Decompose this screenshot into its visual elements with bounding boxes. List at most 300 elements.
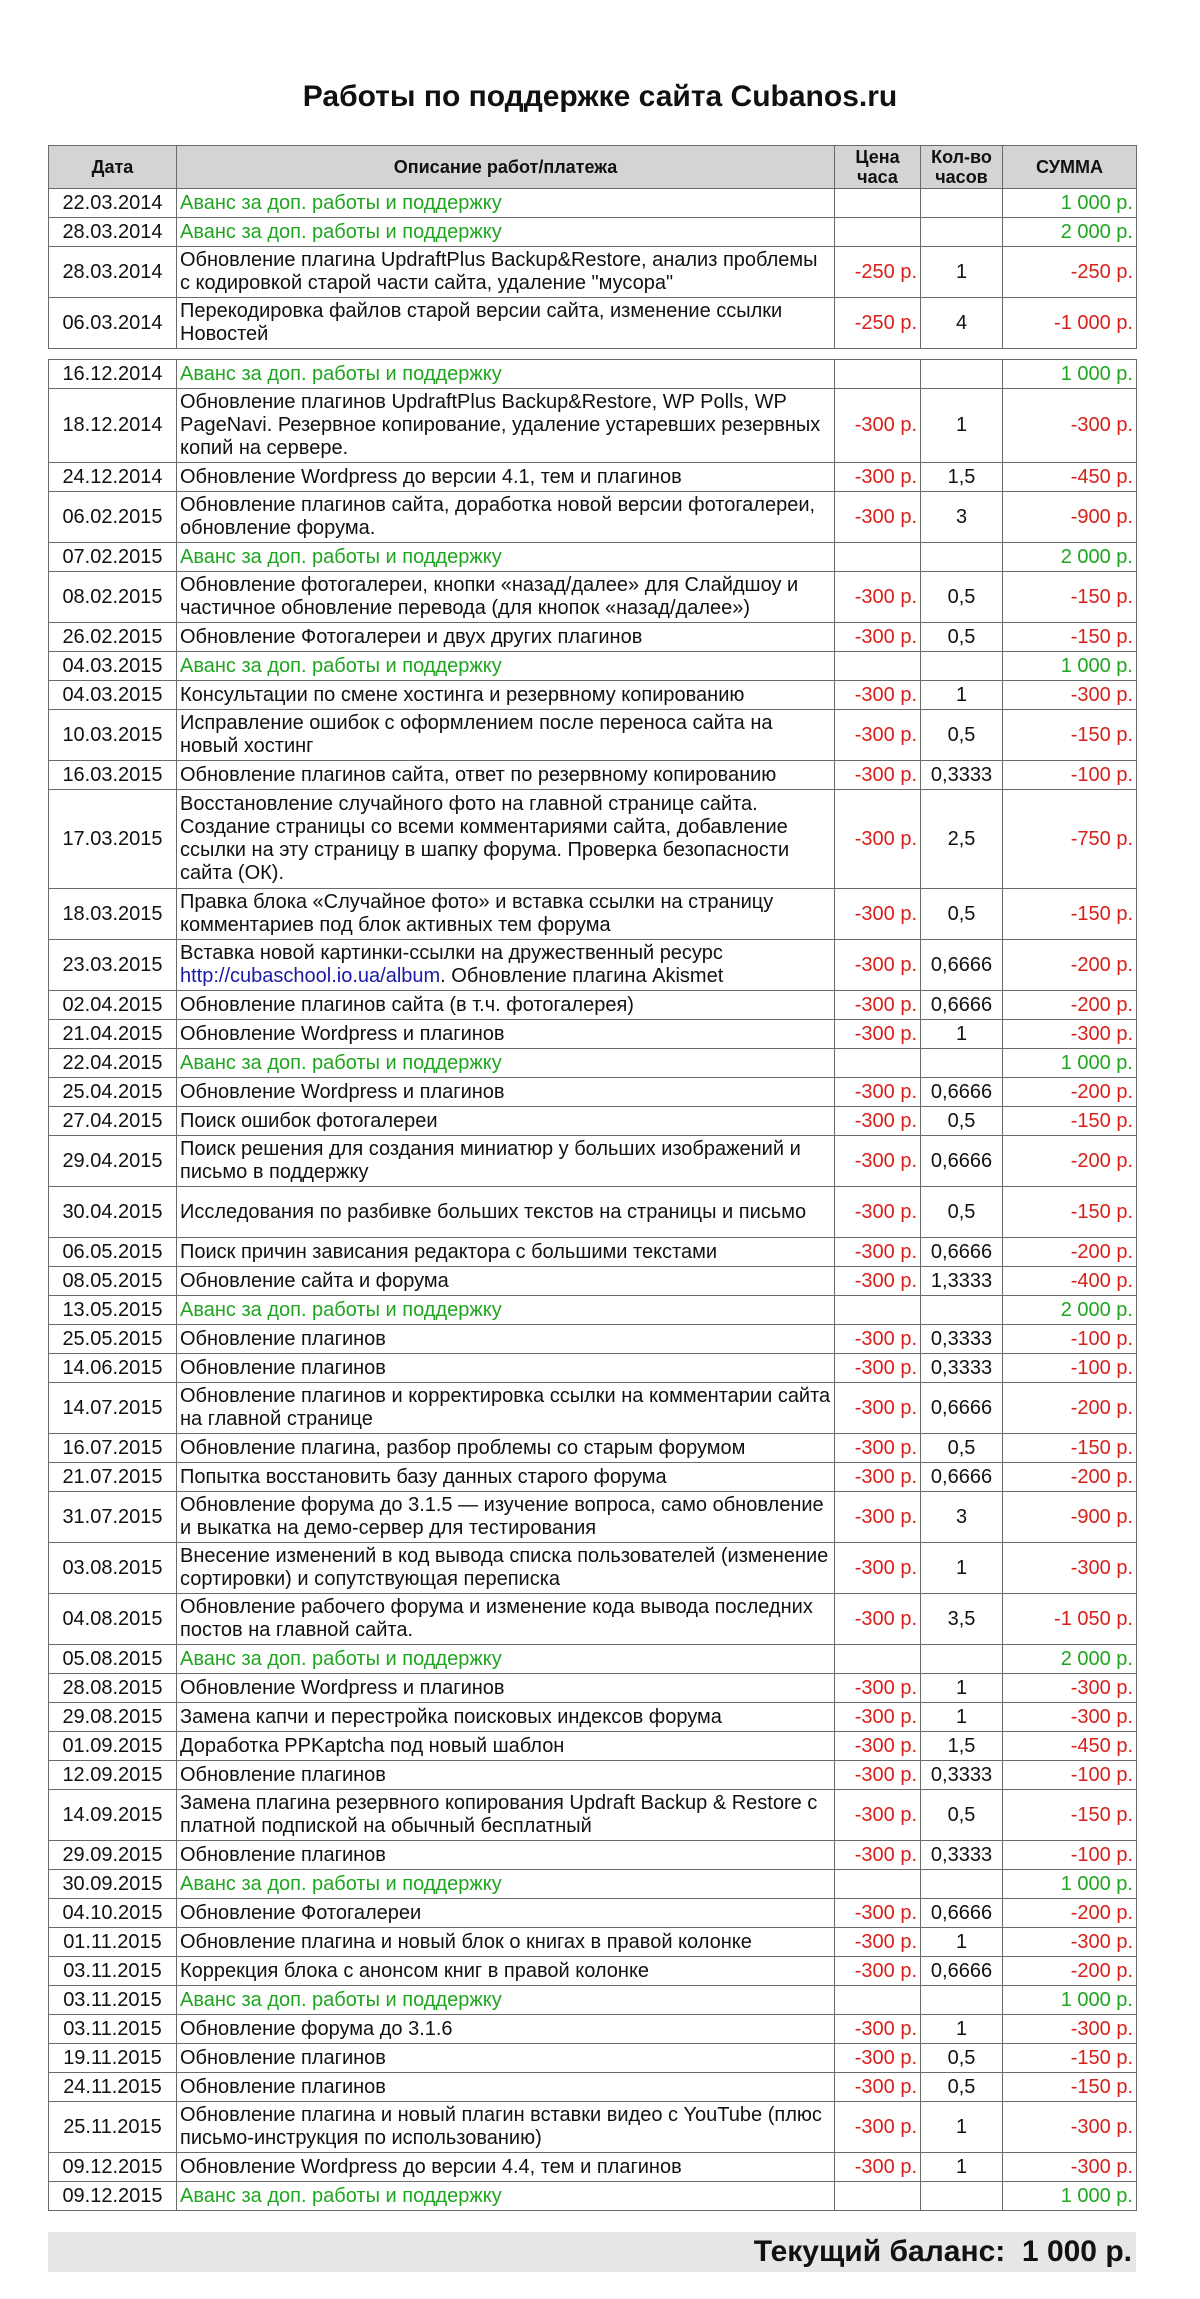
table-row [49, 1674, 1137, 1703]
row-sum: -150 р. [1003, 1187, 1137, 1238]
row-price: -300 р. [835, 623, 921, 652]
row-sum: 2 000 р. [1003, 218, 1137, 247]
row-price: -300 р. [835, 2102, 921, 2153]
row-date: 22.03.2014 [49, 189, 177, 218]
row-sum: 1 000 р. [1003, 1986, 1137, 2015]
row-sum: -150 р. [1003, 1790, 1137, 1841]
row-date: 28.03.2014 [49, 247, 177, 298]
table-row [49, 1594, 1137, 1645]
row-hours: 0,5 [921, 2073, 1003, 2102]
table-row [49, 1543, 1137, 1594]
row-price: -300 р. [835, 1136, 921, 1187]
balance-value: 1 000 р. [1021, 2235, 1132, 2268]
row-hours: 1 [921, 2015, 1003, 2044]
row-date: 10.03.2015 [49, 710, 177, 761]
row-price: -300 р. [835, 2073, 921, 2102]
row-price: -300 р. [835, 1463, 921, 1492]
row-hours: 0,5 [921, 710, 1003, 761]
row-date: 16.03.2015 [49, 761, 177, 790]
row-hours: 3,5 [921, 1594, 1003, 1645]
row-sum: -200 р. [1003, 940, 1137, 991]
header-hours: Кол-во часов [921, 146, 1003, 189]
row-price: -300 р. [835, 1354, 921, 1383]
row-sum: 2 000 р. [1003, 1296, 1137, 1325]
row-date: 30.09.2015 [49, 1870, 177, 1899]
row-description: Аванс за доп. работы и поддержку [177, 2182, 835, 2211]
row-date: 25.05.2015 [49, 1325, 177, 1354]
table-row [49, 1703, 1137, 1732]
row-hours [921, 2182, 1003, 2211]
row-sum: -100 р. [1003, 761, 1137, 790]
row-date: 03.08.2015 [49, 1543, 177, 1594]
row-date: 21.07.2015 [49, 1463, 177, 1492]
row-date: 17.03.2015 [49, 790, 177, 889]
balance-label: Текущий баланс: [753, 2235, 1006, 2268]
advance-row [49, 1870, 1137, 1899]
balance-bar [48, 2232, 1136, 2272]
row-price: -300 р. [835, 1761, 921, 1790]
row-description: Правка блока «Случайное фото» и вставка ссылки на страницу комментариев под блок активных тем форума [177, 889, 835, 940]
row-sum: -300 р. [1003, 1674, 1137, 1703]
row-sum: -300 р. [1003, 2015, 1137, 2044]
row-hours: 3 [921, 1492, 1003, 1543]
row-description: Замена плагина резервного копирования Updraft Backup & Restore с платной подпиской на обычный бесплатный [177, 1790, 835, 1841]
row-hours: 0,6666 [921, 1957, 1003, 1986]
row-hours: 1 [921, 1674, 1003, 1703]
table-row [49, 2044, 1137, 2073]
table-row [49, 298, 1137, 349]
row-price: -300 р. [835, 2153, 921, 2182]
table-row [49, 761, 1137, 790]
row-price: -300 р. [835, 1187, 921, 1238]
row-description: Обновление плагина и новый блок о книгах в правой колонке [177, 1928, 835, 1957]
row-price: -300 р. [835, 940, 921, 991]
row-price: -250 р. [835, 298, 921, 349]
row-hours: 0,6666 [921, 1383, 1003, 1434]
table-row [49, 1354, 1137, 1383]
row-description: Обновление плагинов сайта, доработка новой версии фотогалереи, обновление форума. [177, 492, 835, 543]
table-row [49, 790, 1137, 889]
row-description: Аванс за доп. работы и поддержку [177, 1986, 835, 2015]
row-date: 22.04.2015 [49, 1049, 177, 1078]
row-sum: -1 000 р. [1003, 298, 1137, 349]
row-description: Поиск ошибок фотогалереи [177, 1107, 835, 1136]
row-hours: 1 [921, 389, 1003, 463]
table-row [49, 2073, 1137, 2102]
row-sum: -750 р. [1003, 790, 1137, 889]
table-body [49, 189, 1137, 2211]
row-description: Обновление форума до 3.1.5 — изучение вопроса, само обновление и выкатка на демо-сервер для тестирования [177, 1492, 835, 1543]
row-price [835, 218, 921, 247]
row-date: 04.10.2015 [49, 1899, 177, 1928]
header-price: Цена часа [835, 146, 921, 189]
row-sum: -200 р. [1003, 1238, 1137, 1267]
row-sum: -1 050 р. [1003, 1594, 1137, 1645]
table-row [49, 1020, 1137, 1049]
row-date: 18.12.2014 [49, 389, 177, 463]
row-description: Обновление Wordpress и плагинов [177, 1020, 835, 1049]
header-sum: СУММА [1003, 146, 1137, 189]
row-hours [921, 1986, 1003, 2015]
works-table-wrap [48, 145, 1136, 2211]
row-description: Исправление ошибок с оформлением после переноса сайта на новый хостинг [177, 710, 835, 761]
row-hours: 1,5 [921, 1732, 1003, 1761]
row-sum: -300 р. [1003, 1020, 1137, 1049]
row-price: -300 р. [835, 1957, 921, 1986]
row-date: 04.03.2015 [49, 681, 177, 710]
row-date: 29.08.2015 [49, 1703, 177, 1732]
row-description: Аванс за доп. работы и поддержку [177, 1049, 835, 1078]
row-description: Замена капчи и перестройка поисковых индексов форума [177, 1703, 835, 1732]
row-price [835, 1645, 921, 1674]
row-price: -300 р. [835, 1238, 921, 1267]
row-date: 06.05.2015 [49, 1238, 177, 1267]
row-sum: -300 р. [1003, 2153, 1137, 2182]
row-description: Обновление плагинов [177, 2044, 835, 2073]
row-date: 23.03.2015 [49, 940, 177, 991]
row-date: 28.03.2014 [49, 218, 177, 247]
table-row [49, 2153, 1137, 2182]
row-sum: -300 р. [1003, 389, 1137, 463]
table-row [49, 1463, 1137, 1492]
row-sum: 2 000 р. [1003, 1645, 1137, 1674]
row-price: -250 р. [835, 247, 921, 298]
row-description: Обновление плагина и новый плагин вставки видео с YouTube (плюс письмо-инструкция по использованию) [177, 2102, 835, 2153]
row-description [177, 940, 835, 991]
row-hours: 0,5 [921, 2044, 1003, 2073]
row-price: -300 р. [835, 1732, 921, 1761]
row-hours: 0,3333 [921, 1841, 1003, 1870]
row-sum: -300 р. [1003, 2102, 1137, 2153]
table-row [49, 1325, 1137, 1354]
row-price: -300 р. [835, 2044, 921, 2073]
row-sum: -150 р. [1003, 572, 1137, 623]
row-date: 03.11.2015 [49, 1986, 177, 2015]
row-hours: 0,6666 [921, 1899, 1003, 1928]
row-price: -300 р. [835, 991, 921, 1020]
row-price: -300 р. [835, 1841, 921, 1870]
row-hours [921, 218, 1003, 247]
row-price: -300 р. [835, 1790, 921, 1841]
row-price: -300 р. [835, 761, 921, 790]
row-date: 07.02.2015 [49, 543, 177, 572]
row-hours [921, 1049, 1003, 1078]
row-hours: 0,6666 [921, 940, 1003, 991]
row-hours: 0,6666 [921, 1136, 1003, 1187]
table-row [49, 940, 1137, 991]
row-date: 06.03.2014 [49, 298, 177, 349]
advance-row [49, 360, 1137, 389]
row-price: -300 р. [835, 1325, 921, 1354]
row-description: Обновление Wordpress и плагинов [177, 1674, 835, 1703]
row-date: 16.07.2015 [49, 1434, 177, 1463]
row-sum: -150 р. [1003, 2044, 1137, 2073]
row-date: 18.03.2015 [49, 889, 177, 940]
row-sum: -100 р. [1003, 1325, 1137, 1354]
row-date: 25.04.2015 [49, 1078, 177, 1107]
row-price: -300 р. [835, 790, 921, 889]
table-row [49, 1267, 1137, 1296]
row-date: 29.04.2015 [49, 1136, 177, 1187]
row-sum: -300 р. [1003, 681, 1137, 710]
row-hours: 0,5 [921, 1434, 1003, 1463]
row-price: -300 р. [835, 1928, 921, 1957]
row-price [835, 1049, 921, 1078]
row-hours: 0,5 [921, 1790, 1003, 1841]
row-description: Консультации по смене хостинга и резервному копированию [177, 681, 835, 710]
row-description: Поиск причин зависания редактора с большими текстами [177, 1238, 835, 1267]
row-price [835, 189, 921, 218]
description-text: Вставка новой картинки-ссылки на дружественный ресурс [180, 942, 723, 964]
table-row [49, 1107, 1137, 1136]
row-price: -300 р. [835, 1383, 921, 1434]
row-hours: 1 [921, 1928, 1003, 1957]
row-sum: -450 р. [1003, 463, 1137, 492]
row-description: Обновление Wordpress до версии 4.4, тем и плагинов [177, 2153, 835, 2182]
row-date: 02.04.2015 [49, 991, 177, 1020]
row-description: Внесение изменений в код вывода списка пользователей (изменение сортировки) и сопутствующая переписка [177, 1543, 835, 1594]
row-description: Обновление плагинов и корректировка ссылки на комментарии сайта на главной странице [177, 1383, 835, 1434]
table-cut-gap [49, 349, 1137, 360]
row-hours: 0,5 [921, 1107, 1003, 1136]
row-hours: 4 [921, 298, 1003, 349]
advance-row [49, 1296, 1137, 1325]
table-row [49, 1732, 1137, 1761]
table-row [49, 1078, 1137, 1107]
row-sum: 1 000 р. [1003, 2182, 1137, 2211]
row-date: 04.03.2015 [49, 652, 177, 681]
row-description: Аванс за доп. работы и поддержку [177, 543, 835, 572]
table-row [49, 1899, 1137, 1928]
row-hours: 1 [921, 2102, 1003, 2153]
row-description: Обновление Wordpress до версии 4.1, тем и плагинов [177, 463, 835, 492]
row-price: -300 р. [835, 1543, 921, 1594]
row-hours: 0,6666 [921, 991, 1003, 1020]
row-sum: -150 р. [1003, 889, 1137, 940]
advance-row [49, 2182, 1137, 2211]
row-date: 05.08.2015 [49, 1645, 177, 1674]
row-hours: 0,3333 [921, 1354, 1003, 1383]
row-sum: 1 000 р. [1003, 652, 1137, 681]
row-description: Аванс за доп. работы и поддержку [177, 1870, 835, 1899]
table-header-row [49, 146, 1137, 189]
table-row [49, 2102, 1137, 2153]
row-hours: 2,5 [921, 790, 1003, 889]
table-row [49, 1136, 1137, 1187]
row-date: 30.04.2015 [49, 1187, 177, 1238]
row-date: 31.07.2015 [49, 1492, 177, 1543]
row-sum: -250 р. [1003, 247, 1137, 298]
row-hours: 1 [921, 681, 1003, 710]
row-date: 06.02.2015 [49, 492, 177, 543]
row-sum: 1 000 р. [1003, 189, 1137, 218]
row-price: -300 р. [835, 389, 921, 463]
row-description: Обновление рабочего форума и изменение кода вывода последних постов на главной сайта. [177, 1594, 835, 1645]
row-hours: 1 [921, 1020, 1003, 1049]
table-row [49, 710, 1137, 761]
table-row [49, 463, 1137, 492]
row-description: Аванс за доп. работы и поддержку [177, 189, 835, 218]
table-row [49, 492, 1137, 543]
row-hours: 1,5 [921, 463, 1003, 492]
row-date: 28.08.2015 [49, 1674, 177, 1703]
album-link[interactable]: http://cubaschool.io.ua/album [180, 965, 441, 987]
row-price: -300 р. [835, 1492, 921, 1543]
table-row [49, 1928, 1137, 1957]
row-description: Обновление плагинов [177, 2073, 835, 2102]
row-date: 01.09.2015 [49, 1732, 177, 1761]
row-date: 16.12.2014 [49, 360, 177, 389]
row-price [835, 360, 921, 389]
row-description: Аванс за доп. работы и поддержку [177, 652, 835, 681]
row-description: Обновление плагинов сайта (в т.ч. фотогалерея) [177, 991, 835, 1020]
row-date: 24.11.2015 [49, 2073, 177, 2102]
row-date: 14.09.2015 [49, 1790, 177, 1841]
advance-row [49, 543, 1137, 572]
row-description: Восстановление случайного фото на главной странице сайта. Создание страницы со всеми комментариями сайта, добавление ссылки на эту страницу в шапку форума. Проверка безопасности сайта (ОК). [177, 790, 835, 889]
row-hours: 3 [921, 492, 1003, 543]
advance-row [49, 1986, 1137, 2015]
row-hours: 0,6666 [921, 1238, 1003, 1267]
table-row [49, 1957, 1137, 1986]
row-sum: -150 р. [1003, 2073, 1137, 2102]
row-date: 01.11.2015 [49, 1928, 177, 1957]
row-hours: 0,3333 [921, 1325, 1003, 1354]
row-price [835, 1296, 921, 1325]
row-sum: -200 р. [1003, 1136, 1137, 1187]
row-description: Аванс за доп. работы и поддержку [177, 218, 835, 247]
row-price: -300 р. [835, 1267, 921, 1296]
row-sum: -150 р. [1003, 1434, 1137, 1463]
row-sum: -200 р. [1003, 991, 1137, 1020]
row-date: 14.07.2015 [49, 1383, 177, 1434]
table-row [49, 1761, 1137, 1790]
table-row [49, 1187, 1137, 1238]
row-description: Обновление плагина UpdraftPlus Backup&Restore, анализ проблемы с кодировкой старой части сайта, удаление "мусора" [177, 247, 835, 298]
row-price: -300 р. [835, 2015, 921, 2044]
row-date: 03.11.2015 [49, 1957, 177, 1986]
row-sum: -300 р. [1003, 1543, 1137, 1594]
row-sum: -200 р. [1003, 1957, 1137, 1986]
row-price: -300 р. [835, 492, 921, 543]
row-description: Обновление плагинов [177, 1841, 835, 1870]
advance-row [49, 1049, 1137, 1078]
row-description: Обновление плагинов UpdraftPlus Backup&Restore, WP Polls, WP PageNavi. Резервное копирование, удаление устаревших резервных копий на сервере. [177, 389, 835, 463]
row-sum: 1 000 р. [1003, 1049, 1137, 1078]
row-price: -300 р. [835, 710, 921, 761]
row-price: -300 р. [835, 1434, 921, 1463]
row-price: -300 р. [835, 463, 921, 492]
row-sum: 1 000 р. [1003, 360, 1137, 389]
row-date: 19.11.2015 [49, 2044, 177, 2073]
description-text-after: . Обновление плагина Akismet [440, 965, 724, 987]
advance-row [49, 1645, 1137, 1674]
row-description: Обновление плагина, разбор проблемы со старым форумом [177, 1434, 835, 1463]
row-sum: -900 р. [1003, 492, 1137, 543]
row-hours: 0,5 [921, 623, 1003, 652]
row-price: -300 р. [835, 1107, 921, 1136]
row-sum: -100 р. [1003, 1354, 1137, 1383]
row-description: Аванс за доп. работы и поддержку [177, 1645, 835, 1674]
row-sum: -200 р. [1003, 1899, 1137, 1928]
table-row [49, 1492, 1137, 1543]
row-hours: 0,3333 [921, 761, 1003, 790]
page-title: Работы по поддержке сайта Cubanos.ru [302, 80, 898, 113]
row-price [835, 1986, 921, 2015]
row-date: 25.11.2015 [49, 2102, 177, 2153]
row-date: 08.02.2015 [49, 572, 177, 623]
row-description: Обновление плагинов сайта, ответ по резервному копированию [177, 761, 835, 790]
row-sum: -150 р. [1003, 1107, 1137, 1136]
row-sum: -150 р. [1003, 623, 1137, 652]
header-date: Дата [49, 146, 177, 189]
row-price [835, 543, 921, 572]
row-sum: -150 р. [1003, 710, 1137, 761]
row-sum: -200 р. [1003, 1463, 1137, 1492]
works-table [48, 145, 1137, 2211]
row-price: -300 р. [835, 681, 921, 710]
row-date: 09.12.2015 [49, 2182, 177, 2211]
row-date: 21.04.2015 [49, 1020, 177, 1049]
row-date: 14.06.2015 [49, 1354, 177, 1383]
table-row [49, 389, 1137, 463]
row-date: 08.05.2015 [49, 1267, 177, 1296]
row-hours: 0,5 [921, 889, 1003, 940]
row-sum: -450 р. [1003, 1732, 1137, 1761]
row-price [835, 652, 921, 681]
table-row [49, 1790, 1137, 1841]
row-hours: 0,5 [921, 572, 1003, 623]
row-description: Обновление плагинов [177, 1354, 835, 1383]
row-description: Обновление плагинов [177, 1325, 835, 1354]
row-description: Обновление фотогалереи, кнопки «назад/далее» для Слайдшоу и частичное обновление перевода (для кнопок «назад/далее») [177, 572, 835, 623]
row-hours: 1 [921, 2153, 1003, 2182]
row-date: 03.11.2015 [49, 2015, 177, 2044]
row-price: -300 р. [835, 1703, 921, 1732]
row-sum: -200 р. [1003, 1078, 1137, 1107]
row-hours [921, 360, 1003, 389]
row-sum: -100 р. [1003, 1761, 1137, 1790]
row-price: -300 р. [835, 1020, 921, 1049]
row-price: -300 р. [835, 572, 921, 623]
header-description: Описание работ/платежа [177, 146, 835, 189]
row-hours: 1 [921, 1543, 1003, 1594]
table-row [49, 1238, 1137, 1267]
row-description: Обновление Фотогалереи и двух других плагинов [177, 623, 835, 652]
table-row [49, 1434, 1137, 1463]
row-price: -300 р. [835, 1078, 921, 1107]
table-row [49, 1383, 1137, 1434]
row-sum: 2 000 р. [1003, 543, 1137, 572]
row-description: Исследования по разбивке больших текстов на страницы и письмо [177, 1187, 835, 1238]
table-row [49, 889, 1137, 940]
row-date: 29.09.2015 [49, 1841, 177, 1870]
advance-row [49, 189, 1137, 218]
table-row [49, 572, 1137, 623]
row-date: 12.09.2015 [49, 1761, 177, 1790]
row-date: 13.05.2015 [49, 1296, 177, 1325]
row-price: -300 р. [835, 889, 921, 940]
row-hours: 0,6666 [921, 1078, 1003, 1107]
table-row [49, 991, 1137, 1020]
row-hours [921, 543, 1003, 572]
row-description: Перекодировка файлов старой версии сайта, изменение ссылки Новостей [177, 298, 835, 349]
row-price: -300 р. [835, 1594, 921, 1645]
row-hours [921, 1645, 1003, 1674]
table-row [49, 2015, 1137, 2044]
row-description: Поиск решения для создания миниатюр у больших изображений и письмо в поддержку [177, 1136, 835, 1187]
row-description: Коррекция блока с анонсом книг в правой колонке [177, 1957, 835, 1986]
